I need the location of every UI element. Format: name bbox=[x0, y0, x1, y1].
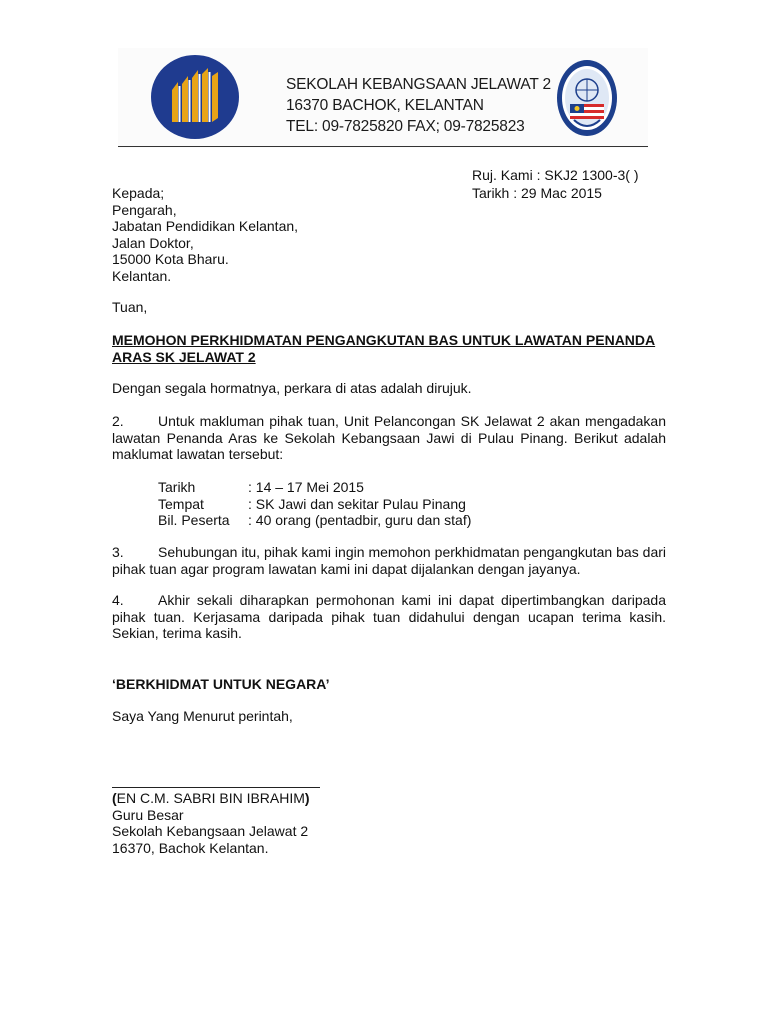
recipient-heading: Kepada; bbox=[112, 185, 165, 201]
paragraph-number: 3. bbox=[112, 544, 124, 560]
signer-name-line bbox=[112, 790, 310, 807]
letter-date: Tarikh : 29 Mac 2015 bbox=[472, 185, 602, 201]
paragraph-4 bbox=[112, 592, 666, 642]
subject-line-1: MEMOHON PERKHIDMATAN PENGANGKUTAN BAS UNTUK LAWATAN PENANDA bbox=[112, 332, 656, 348]
signer-school: Sekolah Kebangsaan Jelawat 2 bbox=[112, 823, 309, 839]
school-header-text bbox=[286, 74, 551, 137]
school-crest-icon bbox=[150, 52, 240, 142]
recipient-line: Pengarah, bbox=[112, 201, 177, 218]
school-address: 16370 BACHOK, KELANTAN bbox=[286, 97, 484, 114]
paragraph-text: Untuk makluman pihak tuan, Unit Pelancongan SK Jelawat 2 akan mengadakan lawatan Penanda Aras ke Sekolah Kebangsaan Jawi di Pulau Pinang. Berikut adalah maklumat lawatan tersebut: bbox=[112, 413, 666, 462]
letter-subject bbox=[112, 332, 672, 365]
signature-line bbox=[112, 787, 320, 788]
visit-details bbox=[158, 479, 471, 529]
letterhead-divider bbox=[118, 146, 648, 147]
detail-value: : 40 orang (pentadbir, guru dan staf) bbox=[248, 512, 472, 528]
signer-paren-close: ) bbox=[304, 790, 310, 806]
detail-label: Tempat bbox=[158, 495, 204, 512]
signer-block bbox=[112, 790, 310, 856]
subject-line-2: ARAS SK JELAWAT 2 bbox=[112, 348, 256, 365]
signer-name: EN C.M. SABRI BIN IBRAHIM bbox=[116, 790, 305, 806]
detail-value: : 14 – 17 Mei 2015 bbox=[248, 479, 364, 495]
reference-number: Ruj. Kami : SKJ2 1300-3( ) bbox=[472, 167, 639, 183]
recipient-line: Jabatan Pendidikan Kelantan, bbox=[112, 218, 299, 234]
recipient-line: Jalan Doktor, bbox=[112, 234, 194, 251]
recipient-line: 15000 Kota Bharu. bbox=[112, 251, 229, 267]
salutation: Tuan, bbox=[112, 299, 148, 315]
school-name: SEKOLAH KEBANGSAAN JELAWAT 2 bbox=[286, 76, 551, 93]
intro-paragraph: Dengan segala hormatnya, perkara di atas adalah dirujuk. bbox=[112, 380, 472, 396]
detail-row bbox=[158, 512, 471, 529]
paragraph-text: Akhir sekali diharapkan permohonan kami ini dapat dipertimbangkan daripada pihak tuan. Kerjasama daripada pihak tuan didahului dengan ucapan terima kasih. Sekian, terima kasih. bbox=[112, 592, 666, 641]
detail-label: Bil. Peserta bbox=[158, 512, 230, 528]
signer-paren-open: ( bbox=[112, 790, 117, 806]
school-contact: TEL: 09-7825820 FAX; 09-7825823 bbox=[286, 118, 525, 135]
paragraph-3 bbox=[112, 544, 666, 577]
recipient-line: Kelantan. bbox=[112, 267, 172, 284]
closing-line: Saya Yang Menurut perintah, bbox=[112, 708, 293, 724]
motto: ‘BERKHIDMAT UNTUK NEGARA’ bbox=[112, 676, 330, 692]
detail-label: Tarikh bbox=[158, 479, 196, 495]
detail-row bbox=[158, 479, 471, 496]
paragraph-2 bbox=[112, 413, 666, 463]
detail-value: : SK Jawi dan sekitar Pulau Pinang bbox=[248, 495, 466, 512]
paragraph-number: 2. bbox=[112, 413, 124, 429]
recipient-address bbox=[112, 185, 298, 284]
detail-row bbox=[158, 496, 471, 513]
signer-address: 16370, Bachok Kelantan. bbox=[112, 839, 269, 856]
paragraph-text: Sehubungan itu, pihak kami ingin memohon perkhidmatan pengangkutan bas dari pihak tuan agar program lawatan kami ini dapat dijalankan dengan jayanya. bbox=[112, 544, 666, 577]
paragraph-number: 4. bbox=[112, 592, 124, 608]
signer-title: Guru Besar bbox=[112, 806, 184, 823]
ministry-badge-icon bbox=[556, 58, 618, 138]
